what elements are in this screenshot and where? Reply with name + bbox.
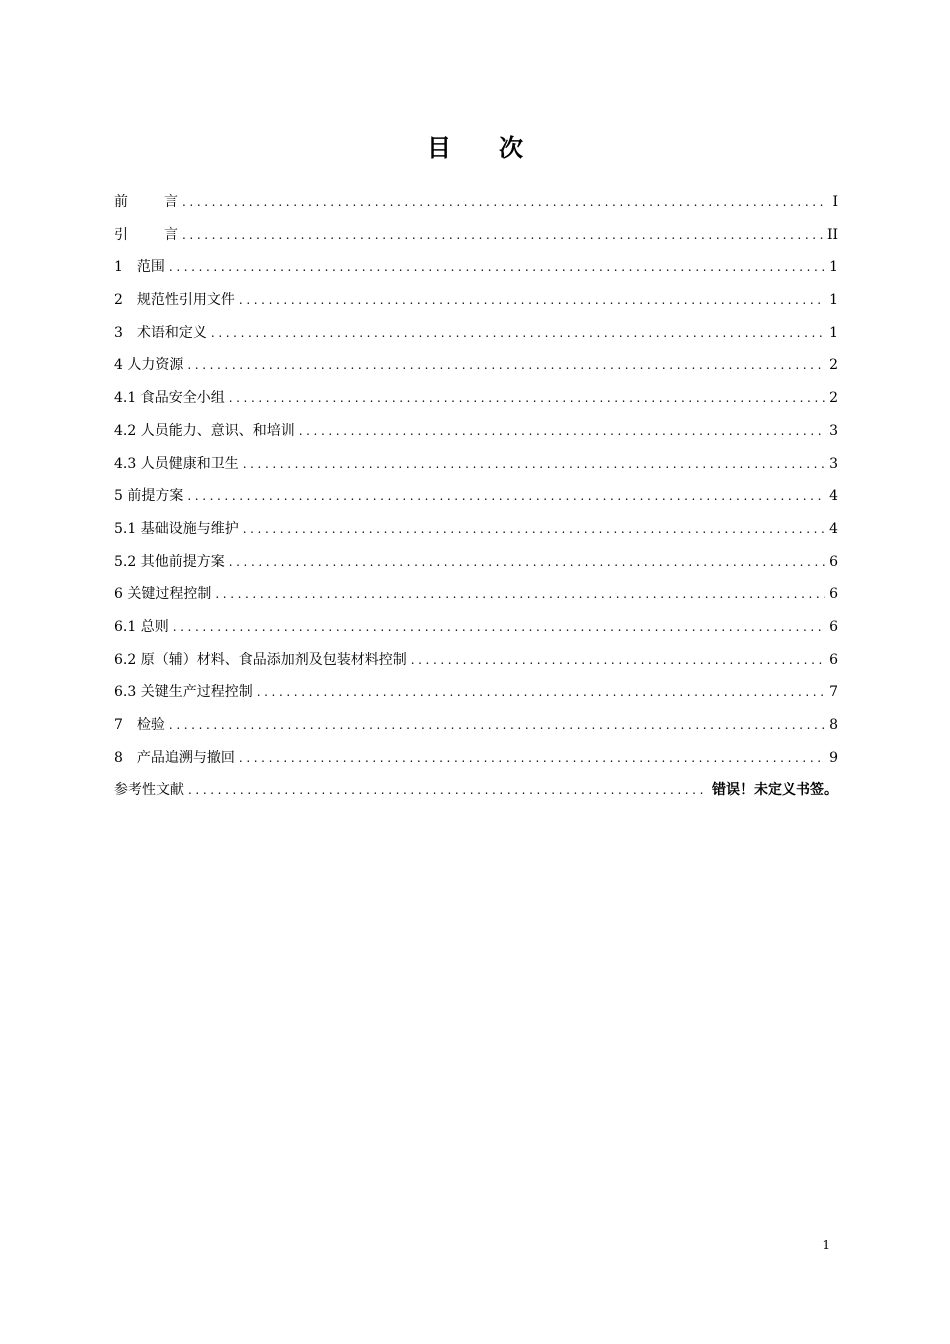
toc-entry-label: 4 人力资源 (114, 357, 184, 374)
toc-leader-dots (411, 644, 825, 677)
toc-entry-label: 参考性文献 (114, 782, 184, 799)
toc-entry-label: 1 范围 (114, 259, 165, 276)
toc-entry-page: 3 (829, 455, 838, 472)
toc-entry-page: I (832, 194, 838, 210)
toc-entry-page: 6 (829, 651, 838, 668)
toc-entry-terms[interactable] (114, 317, 838, 350)
toc-entry-inspection[interactable] (114, 709, 838, 742)
toc-entry-competence-training[interactable] (114, 415, 838, 448)
toc-entry-label: 6.3 关键生产过程控制 (114, 684, 253, 701)
toc-entry-page: II (826, 226, 838, 243)
toc-entry-prerequisite-programs[interactable] (114, 480, 838, 513)
toc-entry-page: 1 (829, 259, 838, 276)
toc-leader-dots (299, 415, 825, 448)
toc-entry-label: 7 检验 (114, 717, 165, 733)
toc-entry-normative-references[interactable] (114, 284, 838, 317)
toc-entry-other-prerequisites[interactable] (114, 546, 838, 579)
toc-leader-dots (239, 284, 825, 317)
title-char-1: 目 (427, 134, 451, 162)
toc-entry-label: 前 言 (114, 194, 178, 210)
toc-list (114, 186, 838, 807)
toc-entry-page-error: 错误！未定义书签。 (712, 782, 838, 799)
toc-entry-label: 5 前提方案 (114, 488, 184, 505)
title-char-2: 次 (499, 134, 523, 162)
toc-entry-introduction[interactable] (114, 219, 838, 252)
toc-entry-page: 4 (829, 488, 838, 505)
toc-entry-label: 引 言 (114, 226, 178, 243)
toc-entry-materials-control[interactable] (114, 644, 838, 677)
toc-entry-page: 2 (829, 357, 838, 374)
toc-entry-label: 8 产品追溯与撤回 (114, 749, 235, 766)
toc-entry-health-hygiene[interactable] (114, 448, 838, 481)
toc-entry-page: 1 (829, 292, 838, 309)
toc-entry-page: 6 (829, 618, 838, 635)
toc-leader-dots (257, 676, 825, 709)
toc-entry-label: 4.3 人员健康和卫生 (114, 455, 239, 472)
page-number: 1 (822, 1238, 830, 1252)
toc-entry-page: 4 (829, 520, 838, 537)
toc-leader-dots (243, 448, 825, 481)
toc-entry-human-resources[interactable] (114, 349, 838, 382)
toc-entry-page: 8 (829, 717, 838, 733)
toc-entry-infrastructure[interactable] (114, 513, 838, 546)
toc-entry-label: 4.2 人员能力、意识、和培训 (114, 422, 295, 439)
toc-entry-food-safety-team[interactable] (114, 382, 838, 415)
toc-leader-dots (169, 251, 825, 284)
toc-entry-label: 2 规范性引用文件 (114, 292, 235, 309)
toc-entry-foreword[interactable] (114, 186, 838, 219)
toc-entry-production-control[interactable] (114, 676, 838, 709)
toc-entry-label: 6.1 总则 (114, 618, 169, 635)
toc-entry-key-process-control[interactable] (114, 578, 838, 611)
toc-entry-general[interactable] (114, 611, 838, 644)
toc-leader-dots (229, 546, 825, 579)
toc-entry-label: 5.2 其他前提方案 (114, 553, 225, 570)
toc-entry-page: 3 (829, 422, 838, 439)
toc-leader-dots (215, 578, 825, 611)
page-title (0, 128, 950, 168)
toc-leader-dots (229, 382, 825, 415)
toc-leader-dots (169, 709, 825, 742)
toc-entry-page: 6 (829, 553, 838, 570)
toc-leader-dots (188, 774, 708, 807)
toc-leader-dots (211, 317, 825, 350)
toc-entry-page: 2 (829, 390, 838, 407)
toc-entry-scope[interactable] (114, 251, 838, 284)
toc-entry-page: 6 (829, 586, 838, 603)
toc-entry-label: 3 术语和定义 (114, 324, 207, 341)
toc-leader-dots (187, 349, 825, 382)
toc-entry-label: 4.1 食品安全小组 (114, 390, 225, 407)
toc-leader-dots (182, 186, 828, 219)
toc-entry-label: 6.2 原（辅）材料、食品添加剂及包装材料控制 (114, 651, 407, 668)
toc-entry-traceability-recall[interactable] (114, 742, 838, 775)
toc-entry-label: 6 关键过程控制 (114, 586, 212, 603)
toc-leader-dots (182, 219, 823, 252)
toc-leader-dots (173, 611, 825, 644)
toc-entry-page: 1 (829, 324, 838, 341)
toc-entry-bibliography[interactable] (114, 774, 838, 807)
toc-leader-dots (187, 480, 825, 513)
toc-leader-dots (239, 742, 825, 775)
toc-entry-page: 7 (829, 684, 838, 701)
toc-leader-dots (243, 513, 825, 546)
toc-entry-page: 9 (829, 749, 838, 766)
toc-entry-label: 5.1 基础设施与维护 (114, 520, 239, 537)
